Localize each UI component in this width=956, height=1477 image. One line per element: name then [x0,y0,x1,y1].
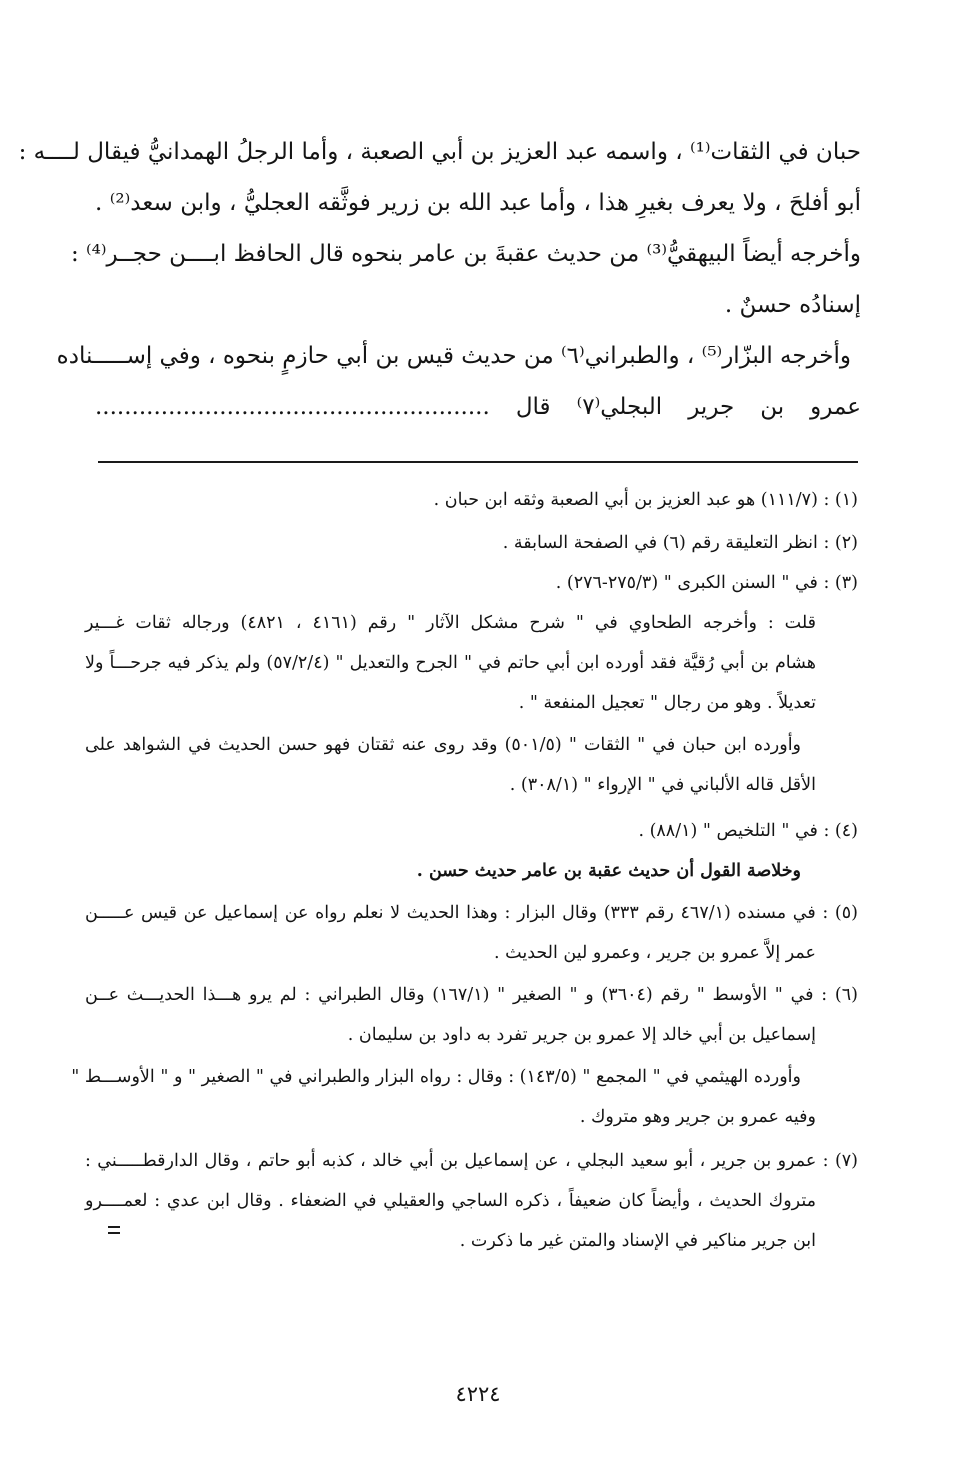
footnote-line: عمر إلاَّ عمرو بن جرير ، وعمرو لين الحديث . [494,943,816,963]
main-text-line: إسنادُه حسنٌ . [724,292,861,318]
footnote-line: (٣) : في " السنن الكبرى " (٢٧٥/٣-٢٧٦) . [555,573,858,593]
footnote-line: وأورده الهيثمي في " المجمع " (١٤٣/٥) : وقال : رواه البزار والطبراني في " الصغير " و " الأوســـط " [71,1067,801,1087]
footnote-line: تعديلاً . وهو من رجال " تعجيل المنفعة " . [518,693,816,713]
footnote-line: وأورده ابن حبان في " الثقات " (٥٠١/٥) وقد روى عنه ثقتان فهو حسن الحديث في الشواهد على [85,735,802,755]
main-text-line: حبان في الثقات⁽¹⁾ ، واسمه عبد العزيز بن أبي الصعبة ، وأما الرجلُ الهمدانيُّ فيقال لــــه : [18,139,861,165]
main-text-line: وأخرجه البزّار⁽⁵⁾ ، والطبراني⁽٦⁾ من حديث قيس بن أبي حازمٍ بنحوه ، وفي إســـــناده [56,343,851,369]
footnote-line: الأقل قاله الألباني في " الإرواء " (٣٠٨/١) . [509,775,816,795]
footnote-separator [98,461,858,463]
footnote-line: (١) : (١١١/٧) هو عبد العزيز بن أبي الصعبة وثقه ابن حبان . [433,490,858,510]
continuation-mark [108,1226,120,1234]
footnote-summary: وخلاصة القول أن حديث عقبة بن عامر حديث حسن . [416,861,801,881]
footnote-line: (٤) : في " التلخيص " (٨٨/١) . [638,821,858,841]
footnote-line: إسماعيل بن أبي خالد إلا عمرو بن جرير تفرد به داود بن سليمان . [347,1025,816,1045]
main-text-line: عمرو بن جرير البجلي⁽٧⁾ قال ...................................................... [95,394,862,420]
main-text-line: وأخرجه أيضاً البيهقيُّ⁽³⁾ من حديث عقبةَ بن عامر بنحوه قال الحافظ ابــــن حجــر⁽⁴⁾ : [70,241,861,267]
footnote-line: (٥) : في مسنده (٤٦٧/١ رقم ٣٣٣) وقال البزار : وهذا الحديث لا نعلم رواه عن إسماعيل عن قيس عـــــن [85,903,858,923]
footnote-line: (٧) : عمرو بن جرير ، أبو سعيد البجلي ، عن إسماعيل بن أبي خالد ، كذبه أبو حاتم ، وقال الدارقطـــــني : [85,1151,858,1171]
main-text-line: أبو أفلحَ ، ولا يعرف بغيرِ هذا ، وأما عبد الله بن زرير فوثَّقه العجليُّ ، وابن سعد⁽²⁾ . [95,190,861,216]
footnote-line: قلت : وأخرجه الطحاوي في " شرح مشكل الآثار " رقم (٤١٦١ ، ٤٨٢١) ورجاله ثقات غـــير [85,613,817,633]
footnote-line: وفيه عمرو بن جرير وهو متروك . [579,1107,816,1127]
footnote-line: متروك الحديث ، وأيضاً كان ضعيفاً ، ذكره الساجي والعقيلي في الضعفاء . وقال ابن عدي : لعمــــرو [85,1191,816,1211]
footnote-line: (٦) : في " الأوسط " رقم (٣٦٠٤) و " الصغير " (١٦٧/١) وقال الطبراني : لم يرو هـــذا الحديـــث عــن [85,985,858,1005]
page-number: ٤٢٢٤ [455,1382,501,1406]
footnote-line: هشام بن أبي رُقيَّة فقد أورده ابن أبي حاتم في " الجرح والتعديل " (٥٧/٢/٤) ولم يذكر فيه جرحـــاً ولا [85,653,816,673]
footnote-line: ابن جرير مناكير في الإسناد والمتن غير ما ذكرت . [459,1231,816,1251]
footnote-line: (٢) : انظر التعليقة رقم (٦) في الصفحة السابقة . [502,533,858,553]
